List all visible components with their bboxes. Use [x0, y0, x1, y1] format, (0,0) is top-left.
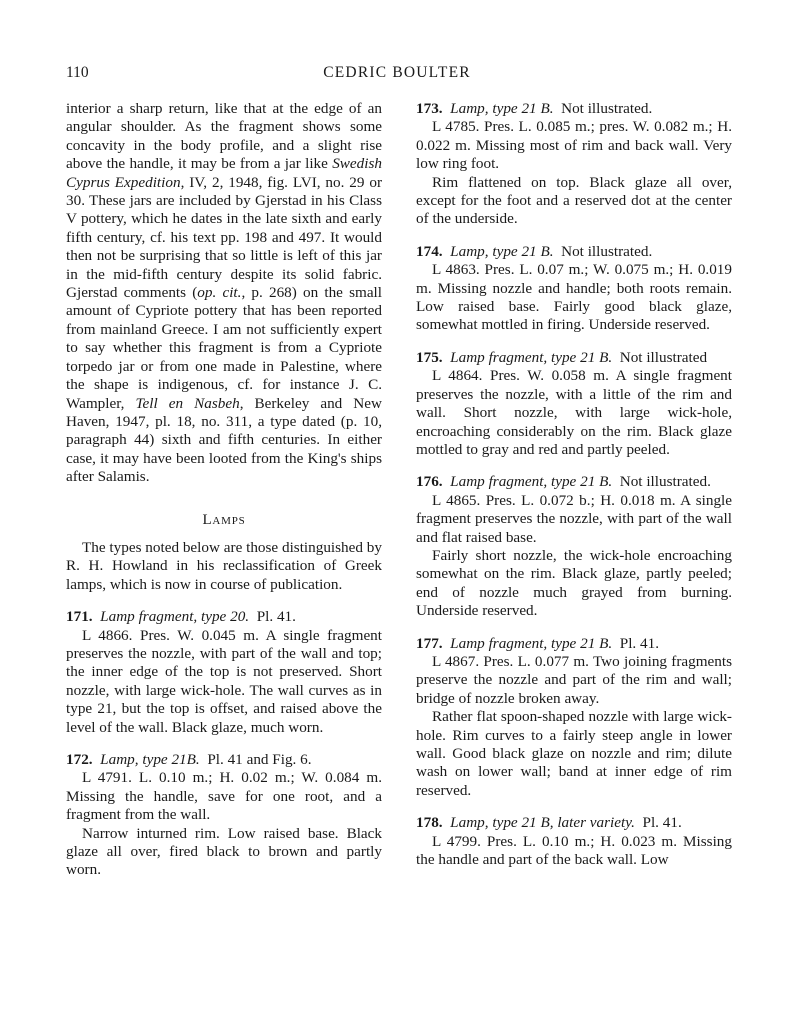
intro-citation-1: Swedish Cyprus Expedition: [66, 155, 382, 191]
section-intro: The types noted below are those distinguished by R. H. Howland in his reclassification of Greek lamps, which is now in course of publication.: [66, 538, 382, 593]
entry-note: Pl. 41.: [619, 634, 659, 652]
entry-paragraph: L 4866. Pres. W. 0.045 m. A single fragment preserves the nozzle, with part of the wall and top; the inner edge of the top is not preserved. Short nozzle, with large wick-hole. The wall curves as in type 21, but the top is offset, and raised above the level of the wall. Black glaze, much worn.: [66, 626, 382, 736]
entry-note: Pl. 41.: [256, 608, 296, 626]
entry-number: 172.: [66, 751, 93, 768]
entry-paragraph: Fairly short nozzle, the wick-hole encroaching somewhat on the rim. Black glaze, partly peeled; end of nozzle much grayed from burning. Underside reserved.: [416, 546, 732, 620]
entry-description: Lamp, type 21B.: [100, 751, 200, 768]
catalog-entry-174: [416, 243, 732, 335]
entry-note: Not illustrated.: [619, 473, 711, 491]
entry-title: [416, 635, 732, 653]
catalog-entry-177: [416, 635, 732, 801]
left-column: [66, 100, 382, 880]
entry-number: 178.: [416, 814, 443, 832]
entry-note: Pl. 41 and Fig. 6.: [207, 751, 312, 768]
entry-paragraph: Rather flat spoon-shaped nozzle with large wick-hole. Rim curves to a fairly steep angle in lower wall. Good black glaze on nozzle and rim; dilute wash on lower wall; band at inner edge of rim reserved.: [416, 708, 732, 799]
entry-description: Lamp fragment, type 21 B.: [450, 348, 613, 366]
catalog-entry-172: [66, 751, 382, 880]
entry-paragraph: Narrow inturned rim. Low raised base. Black glaze all over, fired black to brown and partly worn.: [66, 824, 382, 879]
entry-paragraph: Rim flattened on top. Black glaze all over, except for the foot and a reserved dot at the center of the underside.: [416, 173, 732, 228]
page-header: [66, 64, 728, 86]
entry-paragraph: L 4863. Pres. L. 0.07 m.; W. 0.075 m.; H. 0.019 m. Missing nozzle and handle; both roots remain. Low raised base. Fairly good black glaze, somewhat mottled in firing. Underside reserved.: [416, 261, 732, 334]
entry-number: 171.: [66, 608, 93, 626]
page-number: 110: [66, 64, 89, 81]
entry-note: Not illustrated: [619, 348, 708, 366]
entry-paragraph: L 4799. Pres. L. 0.10 m.; H. 0.023 m. Missing the handle and part of the back wall. Low: [416, 832, 732, 869]
entry-note: Not illustrated.: [561, 100, 653, 117]
running-head: CEDRIC BOULTER: [323, 64, 471, 81]
entry-description: Lamp fragment, type 21 B.: [450, 634, 613, 652]
entry-title: [416, 473, 732, 491]
intro-citation-3: Tell en Nasbeh: [135, 394, 240, 412]
entry-note: Pl. 41.: [642, 814, 682, 832]
entry-number: 177.: [416, 634, 443, 652]
intro-paragraph: [66, 100, 382, 487]
entry-title: [416, 814, 732, 832]
catalog-entry-171: [66, 608, 382, 737]
entry-description: Lamp, type 21 B.: [450, 242, 554, 260]
entry-description: Lamp, type 21 B, later variety.: [450, 814, 635, 832]
catalog-entry-175: [416, 349, 732, 459]
intro-text-1: interior a sharp return, like that at the edge of an angular shoulder. As the fragment shows some concavity in the body profile, and a slight rise above the handle, it may be from a jar like: [66, 100, 382, 173]
entry-paragraph: L 4864. Pres. W. 0.058 m. A single fragment preserves the nozzle, with a little of the rim and wall. Short nozzle, with large wick-hole, encroaching considerably on the rim. Black glaze mottled to gray and red and partly peeled.: [416, 367, 732, 458]
entry-number: 173.: [416, 100, 443, 117]
entry-description: Lamp, type 21 B.: [450, 100, 554, 117]
entry-title: [66, 751, 382, 769]
intro-text-2: , IV, 2, 1948, fig. LVI, no. 29 or 30. These jars are included by Gjerstad in his Class V pottery, which he dates in the late sixth and early fifth century, cf. his text pp. 198 and 497. It would then not be surprising that so little is left of this jar in the mid-fifth century despite its solid fabric. Gjerstad comments (: [66, 173, 383, 302]
intro-citation-2: op. cit.: [197, 284, 242, 302]
catalog-entry-176: [416, 473, 732, 620]
entry-paragraph: L 4785. Pres. L. 0.085 m.; pres. W. 0.082 m.; H. 0.022 m. Missing most of rim and back wall. Very low ring foot.: [416, 118, 732, 173]
entry-title: [416, 100, 732, 118]
entry-description: Lamp fragment, type 21 B.: [450, 473, 613, 491]
catalog-entry-178: [416, 814, 732, 869]
intro-text-4: , Berkeley and New Haven, 1947, pl. 18, no. 311, a type dated (p. 10, paragraph 44) sixth and fifth centuries. In either case, it may have been looted from the King's ships after Salamis.: [66, 394, 382, 486]
section-heading: Lamps: [202, 511, 246, 528]
entry-paragraph: L 4865. Pres. L. 0.072 b.; H. 0.018 m. A single fragment preserves the nozzle, with part of the wall and flat raised base.: [416, 491, 732, 546]
right-column: [416, 100, 732, 869]
entry-paragraph: L 4867. Pres. L. 0.077 m. Two joining fragments preserve the nozzle and part of the rim and wall; bridge of nozzle broken away.: [416, 652, 732, 707]
catalog-entry-173: [416, 100, 732, 229]
entry-number: 174.: [416, 242, 443, 260]
entry-number: 176.: [416, 473, 443, 491]
entry-note: Not illustrated.: [561, 242, 653, 260]
entry-number: 175.: [416, 348, 443, 366]
entry-title: [416, 243, 732, 261]
entry-paragraph: L 4791. L. 0.10 m.; H. 0.02 m.; W. 0.084 m. Missing the handle, save for one root, and a fragment from the wall.: [66, 769, 382, 824]
intro-text-3: , p. 268) on the small amount of Cypriote pottery that has been reported from mainland Greece. I am not sufficiently expert to say whether this fragment is from a Cypriote torpedo jar or from one made in Palestine, where the shape is indigenous, cf. for instance J. C. Wampler,: [66, 284, 382, 412]
entry-title: [416, 349, 732, 367]
entry-description: Lamp fragment, type 20.: [100, 608, 250, 626]
entry-title: [66, 608, 382, 626]
